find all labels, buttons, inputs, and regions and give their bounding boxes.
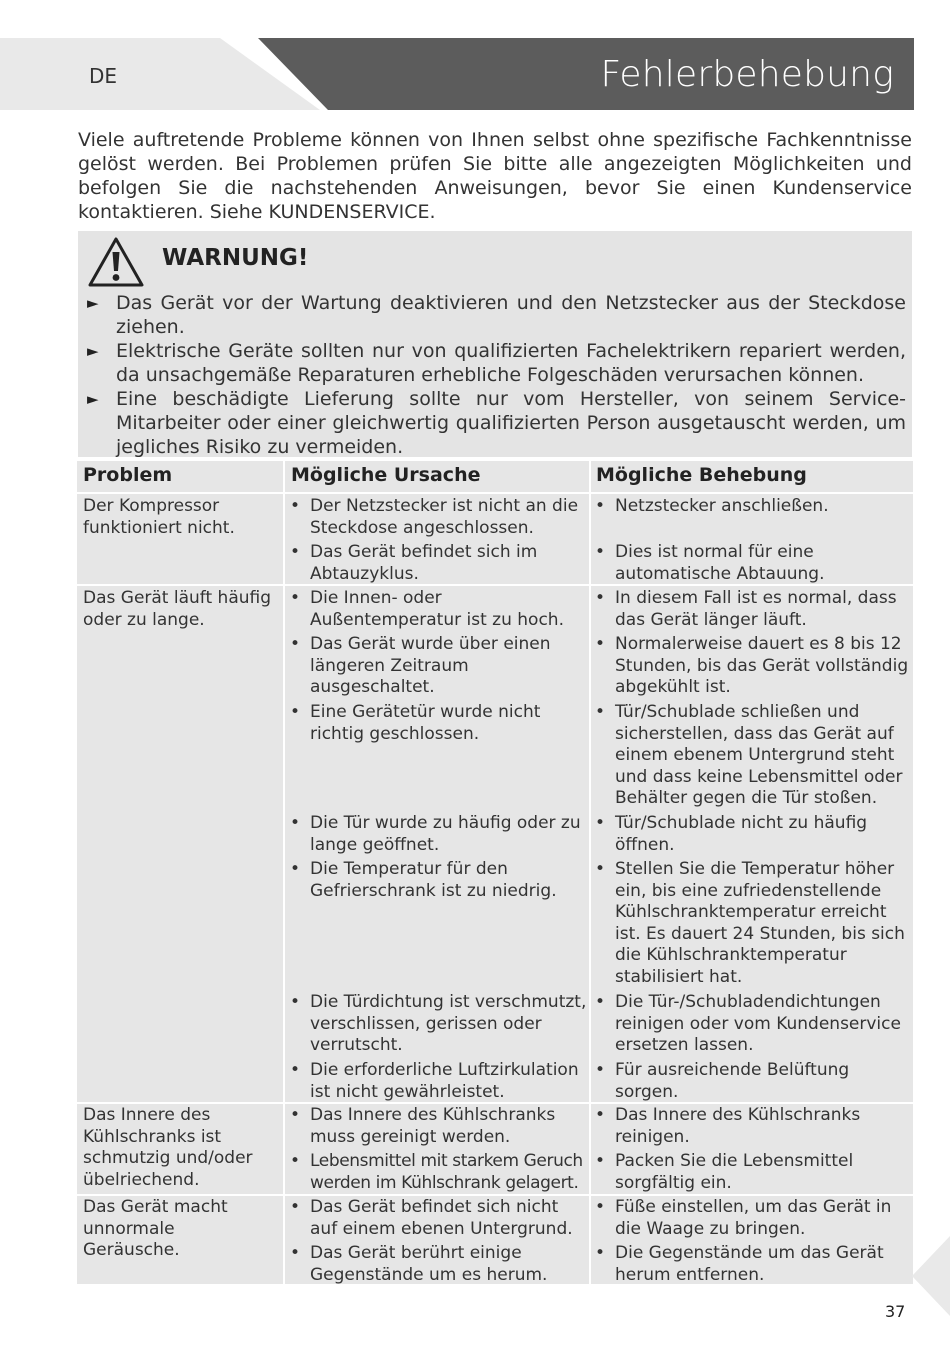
cause-item: • Das Gerät befindet sich nicht auf einem ebenen Untergrund. <box>290 1197 573 1239</box>
intro-paragraph: Viele auftretende Probleme können von Ihnen selbst ohne spezifische Fachkenntnisse gelöst werden. Bei Problemen prüfen Sie bitte alle angezeigten Möglichkeiten und befolgen Sie die nachstehenden Anweisungen, bevor Sie einen Kundenservice kontaktieren. Siehe KUNDENSERVICE. <box>78 129 912 223</box>
fix-item: • Tür/Schublade nicht zu häufig öffnen. <box>595 813 868 855</box>
arrow-bullet-icon: ► <box>87 342 99 360</box>
fix-item: • Dies ist normal für eine automatische Abtauung. <box>595 542 825 584</box>
page-title: Fehlerbehebung <box>600 54 894 95</box>
cause-item: • Das Gerät wurde über einen längeren Zeitraum ausgeschaltet. <box>290 634 551 698</box>
cause-item: • Das Gerät befindet sich im Abtauzyklus. <box>290 542 538 584</box>
cause-item: • Der Netzstecker ist nicht an die Steckdose angeschlossen. <box>290 496 579 538</box>
cause-item: • Die Türdichtung ist verschmutzt, verschlissen, gerissen oder verrutscht. <box>290 992 587 1056</box>
fix-item: • Stellen Sie die Temperatur höher ein, bis eine zufriedenstellende Kühlschranktemperatur erreicht ist. Es dauert 24 Stunden, bis sich die Kühlschranktemperatur stabilisiert hat. <box>595 859 905 987</box>
cause-item: • Die Innen- oder Außentemperatur ist zu hoch. <box>290 588 564 630</box>
page-corner-decoration <box>912 1236 950 1316</box>
header-problem: Problem <box>83 464 173 486</box>
table-row <box>77 494 913 586</box>
problem-cell: Das Innere des Kühlschranks ist schmutzig und/oder übelriechend. <box>83 1105 253 1190</box>
troubleshooting-table <box>77 461 913 1284</box>
fix-item: • Normalerweise dauert es 8 bis 12 Stunden, bis das Gerät vollständig abgekühlt ist. <box>595 634 909 698</box>
page-number: 37 <box>885 1302 906 1321</box>
cause-item: • Das Innere des Kühlschranks muss gereinigt werden. <box>290 1105 556 1147</box>
fix-item: • Füße einstellen, um das Gerät in die Waage zu bringen. <box>595 1197 892 1239</box>
cause-item: • Lebensmittel mit starkem Geruch werden im Kühlschrank gelagert. <box>290 1151 583 1193</box>
arrow-bullet-icon: ► <box>87 294 99 312</box>
problem-cell: Das Gerät macht unnormale Geräusche. <box>83 1197 228 1261</box>
cause-item: • Das Gerät berührt einige Gegenstände um es herum. <box>290 1243 548 1285</box>
fix-item: • Die Gegenstände um das Gerät herum entfernen. <box>595 1243 884 1285</box>
warning-title: WARNUNG! <box>162 245 309 271</box>
fix-item: • Tür/Schublade schließen und sicherstellen, dass das Gerät auf einem ebenem Untergrund steht und dass keine Lebensmittel oder Behälter gegen die Tür stoßen. <box>595 702 903 809</box>
cause-item: • Die erforderliche Luftzirkulation ist nicht gewährleistet. <box>290 1060 579 1102</box>
fix-item: • In diesem Fall ist es normal, dass das Gerät länger läuft. <box>595 588 897 630</box>
table-row <box>77 586 913 1104</box>
cause-item: • Die Temperatur für den Gefrierschrank ist zu niedrig. <box>290 859 557 901</box>
header-cause: Mögliche Ursache <box>291 464 481 486</box>
table-row <box>77 1196 913 1284</box>
warning-triangle-icon <box>86 235 146 289</box>
arrow-bullet-icon: ► <box>87 390 99 408</box>
problem-cell: Das Gerät läuft häufig oder zu lange. <box>83 588 272 630</box>
warning-list <box>84 291 906 459</box>
fix-item: • Die Tür-/Schubladendichtungen reinigen oder vom Kundenservice ersetzen lassen. <box>595 992 901 1056</box>
warning-item: ► Das Gerät vor der Wartung deaktivieren und den Netzstecker aus der Steckdose ziehen. <box>87 292 906 338</box>
warning-item: ► Elektrische Geräte sollten nur von qualifizierten Fachelektrikern repariert werden, da unsachgemäße Reparaturen erhebliche Folgeschäden verursachen können. <box>87 340 906 386</box>
fix-item: • Packen Sie die Lebensmittel sorgfältig ein. <box>595 1151 854 1193</box>
fix-item: • Netzstecker anschließen. <box>595 496 829 516</box>
cause-item: • Eine Gerätetür wurde nicht richtig geschlossen. <box>290 702 541 744</box>
language-label: DE <box>89 64 118 88</box>
fix-item: • Für ausreichende Belüftung sorgen. <box>595 1060 850 1102</box>
problem-cell: Der Kompressor funktioniert nicht. <box>83 496 235 538</box>
table-header <box>77 461 913 494</box>
warning-box <box>78 231 912 457</box>
warning-item: ► Eine beschädigte Lieferung sollte nur vom Hersteller, von seinem Service-Mitarbeiter oder einer gleichwertig qualifizierten Person ausgetauscht werden, um jegliches Risiko zu vermeiden. <box>87 388 906 458</box>
cause-item: • Die Tür wurde zu häufig oder zu lange geöffnet. <box>290 813 581 855</box>
fix-item: • Das Innere des Kühlschranks reinigen. <box>595 1105 861 1147</box>
table-row <box>77 1104 913 1196</box>
header-fix: Mögliche Behebung <box>596 464 807 486</box>
